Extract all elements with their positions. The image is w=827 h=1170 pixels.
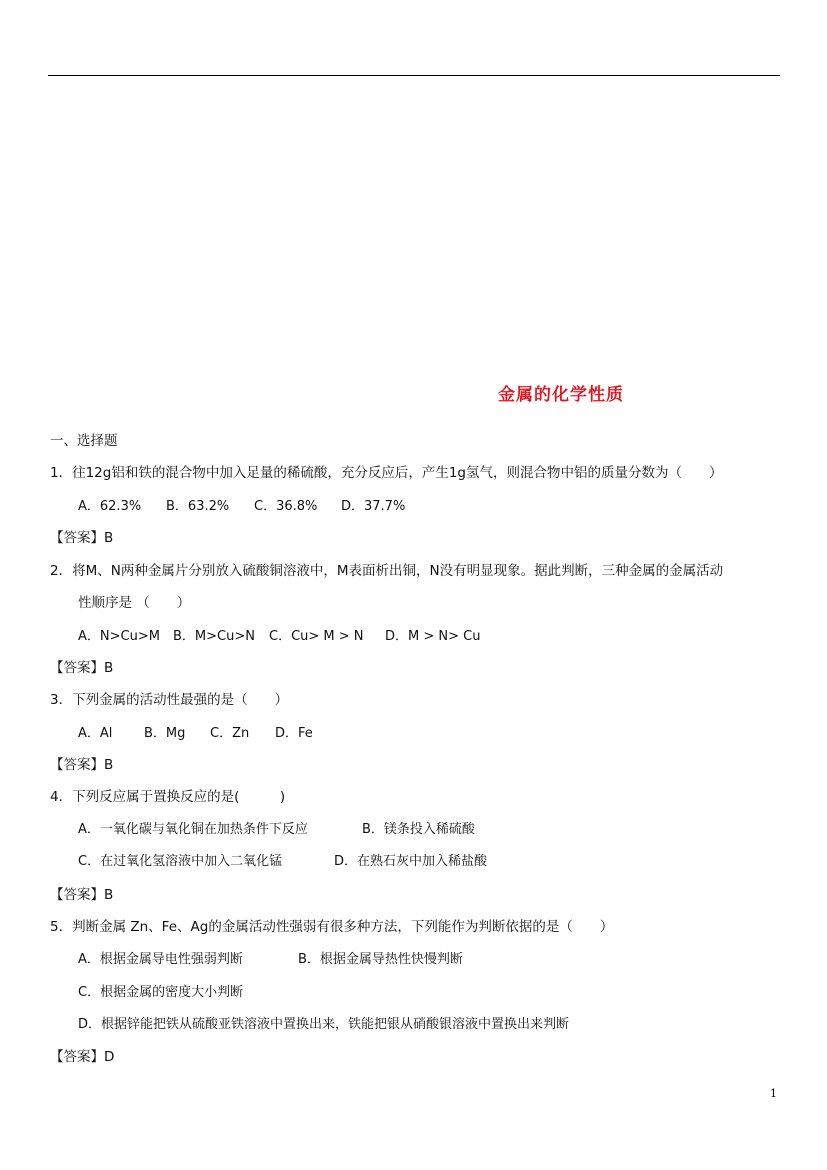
question-5-option-d: D．根据锌能把铁从硫酸亚铁溶液中置换出来，铁能把银从硝酸银溶液中置换出来判断	[78, 1017, 570, 1032]
question-3-stem: 3．下列金属的活动性最强的是（ ）	[50, 692, 289, 708]
question-4-option-b: B．镁条投入稀硫酸	[362, 822, 475, 837]
page-number: 1	[770, 1087, 777, 1100]
question-2-stem: 2．将M、N两种金属片分别放入硫酸铜溶液中，M表面析出铜，N没有明显现象。据此判断，三种金属的金属活动	[50, 563, 724, 579]
page-title: 金属的化学性质	[498, 385, 624, 405]
question-1-option-b: B．63.2%	[166, 499, 230, 514]
question-4-option-d: D．在熟石灰中加入稀盐酸	[334, 854, 488, 869]
question-1-stem: 1．往12g铝和铁的混合物中加入足量的稀硫酸，充分反应后，产生1g氢气，则混合物中铝的质量分数为（ ）	[50, 465, 723, 481]
question-1-answer: 【答案】B	[50, 530, 114, 546]
question-4-option-a: A．一氧化碳与氧化铜在加热条件下反应	[78, 822, 308, 837]
question-3-answer: 【答案】B	[50, 757, 114, 773]
question-3-option-b: B．Mg	[144, 726, 186, 741]
question-3-option-a: A．Al	[78, 726, 113, 741]
question-5-option-b: B．根据金属导热性快慢判断	[298, 952, 463, 967]
question-2-stem-cont: 性顺序是 （ ）	[78, 595, 191, 611]
question-5-option-a: A．根据金属导电性强弱判断	[78, 952, 243, 967]
question-3-option-c: C．Zn	[210, 726, 250, 741]
question-1-option-c: C．36.8%	[254, 499, 318, 514]
question-4-option-c: C．在过氧化氢溶液中加入二氧化锰	[78, 854, 283, 869]
question-2-option-d: D．M > N> Cu	[385, 629, 481, 644]
question-4-stem: 4．下列反应属于置换反应的是( )	[50, 789, 286, 805]
section-heading: 一、选择题	[50, 433, 118, 449]
question-5-stem: 5．判断金属 Zn、Fe、Ag的金属活动性强弱有很多种方法，下列能作为判断依据的是（ ）	[50, 919, 614, 935]
question-1-option-d: D．37.7%	[341, 499, 406, 514]
question-1-option-a: A．62.3%	[78, 499, 142, 514]
question-5-option-c: C．根据金属的密度大小判断	[78, 985, 244, 1000]
question-2-option-b: B．M>Cu>N	[173, 629, 255, 644]
question-2-answer: 【答案】B	[50, 660, 114, 676]
question-3-option-d: D．Fe	[275, 726, 313, 741]
question-2-option-a: A．N>Cu>M	[78, 629, 160, 644]
header-rule	[48, 75, 780, 76]
question-4-answer: 【答案】B	[50, 887, 114, 903]
question-5-answer: 【答案】D	[50, 1049, 115, 1065]
question-2-option-c: C．Cu> M > N	[269, 629, 364, 644]
